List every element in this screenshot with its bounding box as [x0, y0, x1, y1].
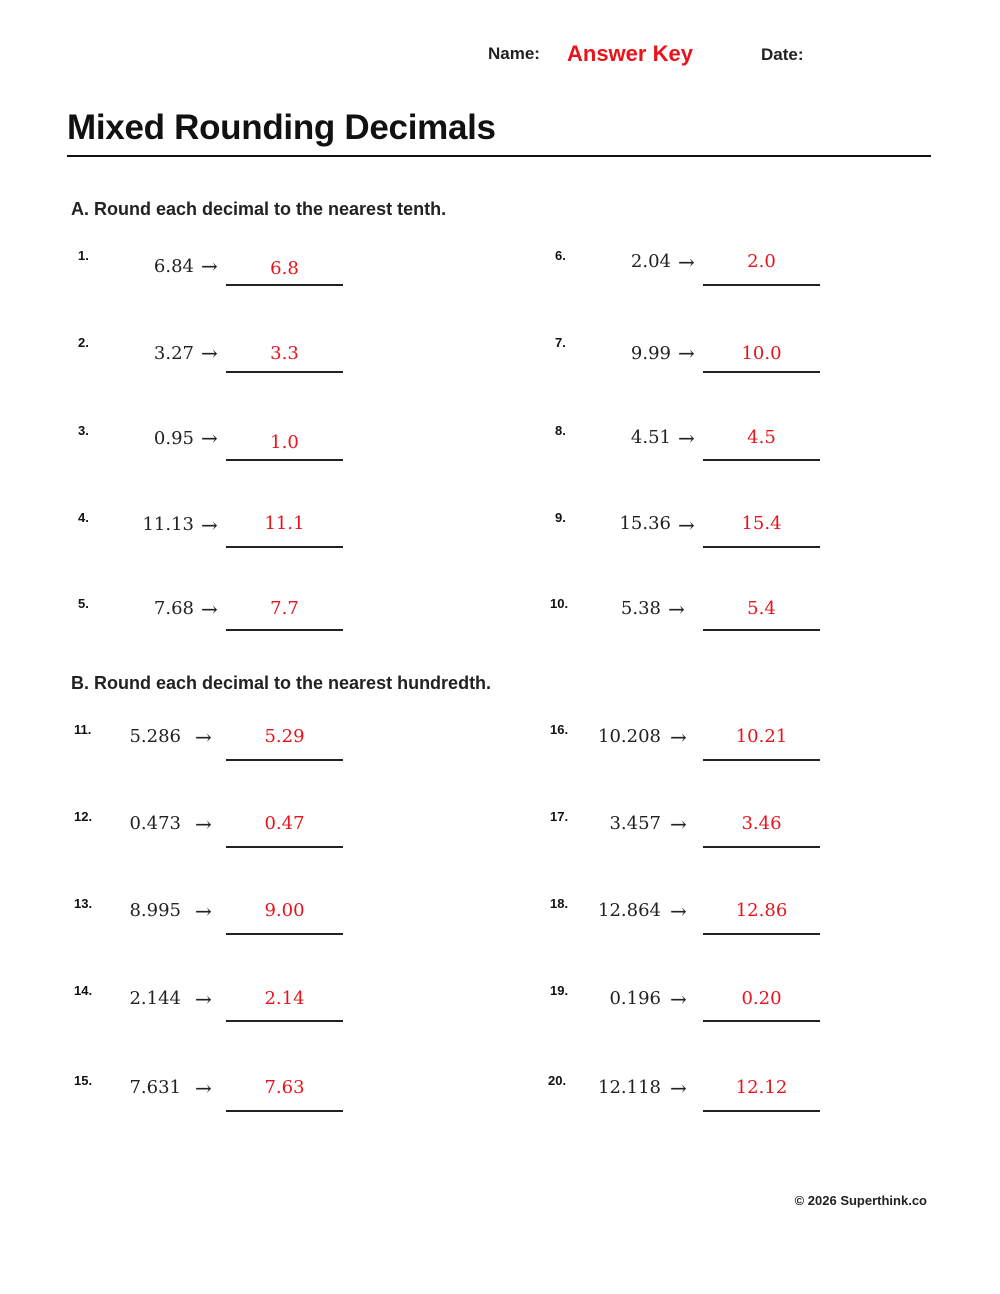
answer-value: 7.7 — [270, 598, 299, 619]
problem-value: 9.99 — [630, 343, 671, 364]
problem — [74, 983, 474, 1043]
problem-number: 5. — [78, 596, 89, 611]
answer-value: 12.12 — [735, 1077, 788, 1098]
arrow-icon: → — [670, 812, 687, 836]
problem — [74, 896, 474, 956]
page-title: Mixed Rounding Decimals — [67, 108, 496, 147]
problem — [74, 809, 474, 869]
problem-value: 8.995 — [129, 900, 181, 921]
problem-number: 6. — [555, 248, 566, 263]
answer-line — [703, 371, 820, 373]
problem-number: 9. — [555, 510, 566, 525]
problem — [78, 248, 478, 308]
answer-value: 7.63 — [264, 1077, 305, 1098]
answer-line — [703, 846, 820, 848]
answer-value: 15.4 — [741, 513, 782, 534]
answer-value: 1.0 — [270, 432, 299, 453]
problem-number: 17. — [550, 809, 569, 824]
problem-value: 2.04 — [630, 251, 671, 272]
problem — [78, 335, 478, 395]
answer-value: 5.29 — [264, 726, 305, 747]
problem — [78, 510, 478, 570]
problem — [74, 722, 474, 782]
problem — [74, 1073, 474, 1133]
problem-value: 2.144 — [129, 988, 181, 1009]
name-label: Name: — [488, 44, 540, 63]
answer-line — [703, 284, 820, 286]
answer-line — [703, 1020, 820, 1022]
answer-value: 12.86 — [735, 900, 788, 921]
problem — [555, 248, 955, 308]
answer-value: 9.00 — [264, 900, 305, 921]
section-b-heading: B. Round each decimal to the nearest hundredth. — [71, 673, 492, 693]
arrow-icon: → — [195, 725, 212, 749]
arrow-icon: → — [678, 250, 695, 274]
answer-line — [703, 1110, 820, 1112]
arrow-icon: → — [195, 987, 212, 1011]
answer-value: 4.5 — [747, 427, 776, 448]
problem-value: 3.27 — [153, 343, 194, 364]
problem-value: 6.84 — [153, 256, 194, 277]
answer-line — [226, 759, 343, 761]
problem-number: 18. — [550, 896, 569, 911]
problem — [550, 983, 950, 1043]
arrow-icon: → — [195, 899, 212, 923]
answer-line — [703, 459, 820, 461]
answer-line — [703, 546, 820, 548]
answer-value: 3.46 — [741, 813, 782, 834]
problem — [555, 335, 955, 395]
problem — [78, 596, 478, 656]
problem-number: 4. — [78, 510, 89, 525]
problem-value: 10.208 — [598, 726, 661, 747]
problem-value: 15.36 — [619, 513, 671, 534]
problem — [550, 596, 950, 656]
answer-value: 6.8 — [270, 258, 299, 279]
date-label: Date: — [761, 45, 804, 64]
answer-line — [226, 284, 343, 286]
problem-number: 13. — [74, 896, 93, 911]
arrow-icon: → — [668, 597, 685, 621]
problem-value: 4.51 — [630, 427, 671, 448]
arrow-icon: → — [678, 513, 695, 537]
answer-line — [703, 759, 820, 761]
problem-value: 7.631 — [129, 1077, 181, 1098]
problem-value: 5.286 — [129, 726, 181, 747]
answer-value: 10.21 — [735, 726, 788, 747]
answer-line — [226, 846, 343, 848]
answer-value: 10.0 — [741, 343, 782, 364]
answer-line — [703, 933, 820, 935]
problem-value: 3.457 — [609, 813, 661, 834]
section-a-heading: A. Round each decimal to the nearest tenth. — [71, 199, 447, 219]
problem — [550, 896, 950, 956]
answer-value: 11.1 — [264, 513, 305, 534]
arrow-icon: → — [670, 987, 687, 1011]
problem-number: 8. — [555, 423, 566, 438]
answer-value: 0.47 — [264, 813, 305, 834]
problem-number: 10. — [550, 596, 569, 611]
arrow-icon: → — [670, 899, 687, 923]
problem-number: 3. — [78, 423, 89, 438]
arrow-icon: → — [195, 812, 212, 836]
problem-number: 2. — [78, 335, 89, 350]
arrow-icon: → — [678, 341, 695, 365]
problem-value: 0.473 — [129, 813, 181, 834]
problem-number: 15. — [74, 1073, 93, 1088]
problem-number: 12. — [74, 809, 93, 824]
problem-number: 20. — [548, 1073, 567, 1088]
answer-line — [226, 459, 343, 461]
problem-number: 1. — [78, 248, 89, 263]
answer-line — [703, 629, 820, 631]
problem — [550, 722, 950, 782]
copyright-footer: © 2026 Superthink.co — [794, 1193, 927, 1208]
name-value: Answer Key — [567, 41, 693, 66]
problem — [78, 423, 478, 483]
problem-value: 7.68 — [153, 598, 194, 619]
problem-number: 7. — [555, 335, 566, 350]
arrow-icon: → — [670, 725, 687, 749]
answer-line — [226, 933, 343, 935]
problem-number: 16. — [550, 722, 569, 737]
problem — [548, 1073, 948, 1133]
problem-value: 12.864 — [598, 900, 661, 921]
problem-number: 11. — [74, 722, 92, 737]
problem-value: 5.38 — [620, 598, 661, 619]
answer-value: 2.14 — [264, 988, 305, 1009]
problem — [550, 809, 950, 869]
answer-line — [226, 1020, 343, 1022]
answer-value: 3.3 — [270, 343, 299, 364]
problem-value: 11.13 — [142, 514, 194, 535]
problem — [555, 510, 955, 570]
answer-line — [226, 629, 343, 631]
answer-value: 0.20 — [741, 988, 782, 1009]
title-divider — [67, 155, 931, 157]
problem-value: 0.95 — [153, 428, 194, 449]
answer-line — [226, 1110, 343, 1112]
problem — [555, 423, 955, 483]
problem-number: 19. — [550, 983, 569, 998]
arrow-icon: → — [678, 426, 695, 450]
arrow-icon: → — [201, 597, 218, 621]
arrow-icon: → — [195, 1076, 212, 1100]
problem-value: 0.196 — [609, 988, 661, 1009]
problem-number: 14. — [74, 983, 93, 998]
problem-value: 12.118 — [598, 1077, 661, 1098]
answer-value: 2.0 — [747, 251, 776, 272]
arrow-icon: → — [201, 254, 218, 278]
arrow-icon: → — [201, 513, 218, 537]
answer-value: 5.4 — [747, 598, 776, 619]
answer-line — [226, 546, 343, 548]
arrow-icon: → — [201, 426, 218, 450]
answer-line — [226, 371, 343, 373]
arrow-icon: → — [670, 1076, 687, 1100]
arrow-icon: → — [201, 341, 218, 365]
